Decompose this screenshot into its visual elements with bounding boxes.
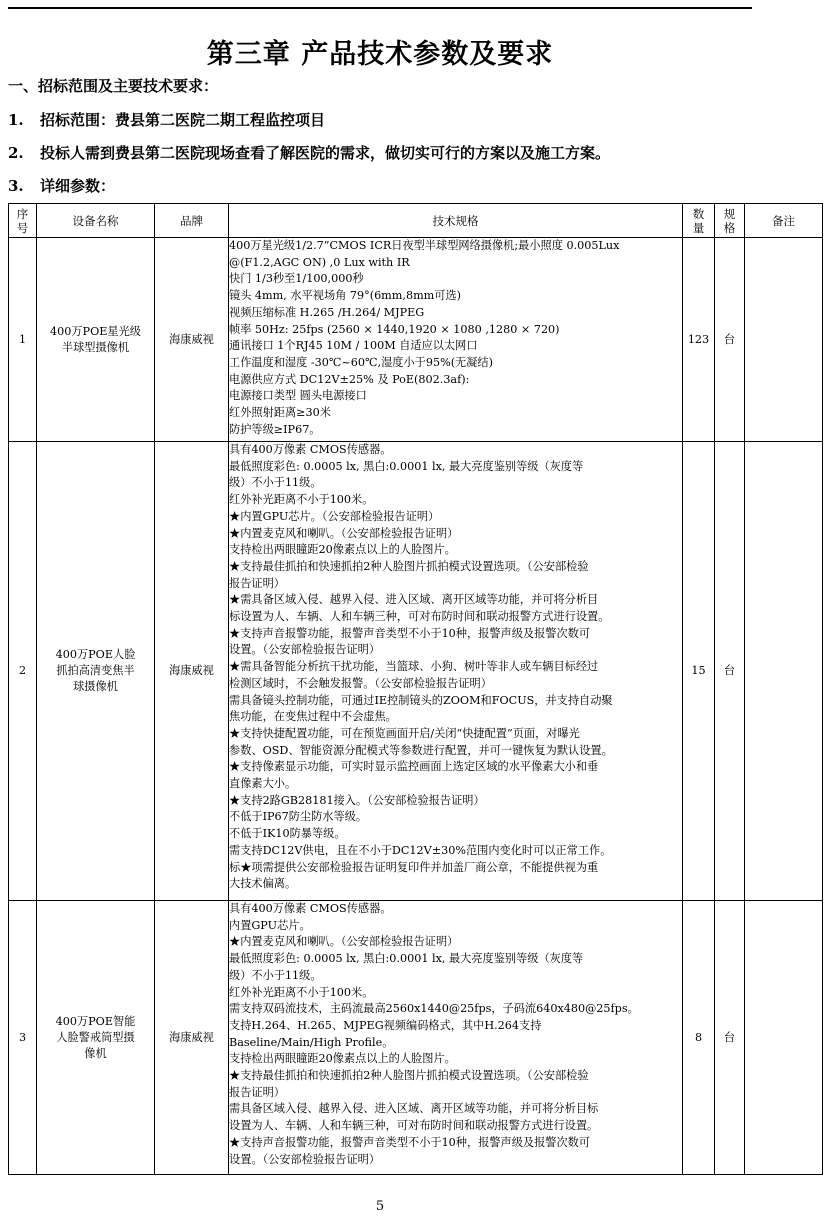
spec-line: 检测区域时，不会触发报警。（公安部检验报告证明） (229, 676, 492, 690)
cell-spec (229, 238, 683, 442)
spec-line: 设置为人、车辆、人和车辆三种，可对布防时间和联动报警方式进行设置。 (229, 1119, 599, 1133)
spec-line: 支持检出两眼瞳距20像素点以上的人脸图片。 (229, 1052, 456, 1066)
spec-line: 报告证明） (229, 576, 285, 590)
item-2-number: 2. (8, 144, 24, 162)
spec-line: ★支持快捷配置功能，可在预览画面开启/关闭“快捷配置”页面，对曝光 (229, 726, 580, 740)
item-1-number: 1. (8, 111, 24, 129)
spec-line: 最低照度彩色: 0.0005 lx, 黑白:0.0001 lx, 最大亮度鉴别等级（灰度等 (229, 459, 584, 473)
chapter-title: 第三章 产品技术参数及要求 (206, 39, 554, 70)
header-spec: 技术规格 (229, 204, 683, 238)
spec-line: ★需具备区域入侵、越界入侵、进入区域、离开区域等功能，并可将分析目 (229, 593, 599, 607)
item-2 (8, 142, 610, 163)
header-brand: 品牌 (155, 204, 229, 238)
table-row (9, 442, 823, 901)
spec-line: 直像素大小。 (229, 777, 297, 791)
spec-line: 红外补光距离不小于100米。 (229, 985, 374, 999)
table-row (9, 901, 823, 1175)
spec-line: 焦功能，在变焦过程中不会虚焦。 (229, 710, 397, 724)
spec-line: 防护等级≥IP67。 (229, 422, 321, 436)
cell-brand: 海康威视 (155, 901, 229, 1175)
header-remark: 备注 (745, 204, 823, 238)
parameters-table (8, 203, 823, 1175)
spec-line: 需具备区域入侵、越界入侵、进入区域、离开区域等功能，并可将分析目标 (229, 1102, 599, 1116)
spec-line: ★支持最佳抓拍和快速抓拍2种人脸图片抓拍模式设置选项。（公安部检验 (229, 559, 589, 573)
spec-line: @(F1.2,AGC ON) ,0 Lux with IR (229, 255, 410, 269)
cell-brand: 海康威视 (155, 442, 229, 901)
spec-line: 具有400万像素 CMOS传感器。 (229, 443, 392, 456)
table-header-row (9, 204, 823, 238)
spec-line: 参数、OSD、智能资源分配模式等参数进行配置，并可一键恢复为默认设置。 (229, 743, 613, 757)
spec-line: ★需具备智能分析抗干扰功能，当篮球、小狗、树叶等非人或车辆目标经过 (229, 660, 599, 674)
spec-line: ★支持声音报警功能，报警声音类型不小于10种，报警声级及报警次数可 (229, 626, 591, 640)
spec-line: ★内置GPU芯片。（公安部检验报告证明） (229, 509, 440, 523)
header-device: 设备名称 (37, 204, 155, 238)
cell-qty: 123 (683, 238, 715, 442)
cell-device: 400万POE智能人脸警戒筒型摄像机 (37, 901, 155, 1175)
spec-line: ★内置麦克风和喇叭。（公安部检验报告证明） (229, 935, 459, 949)
table-row (9, 238, 823, 442)
spec-line: 级）不小于11级。 (229, 476, 322, 490)
spec-line: 设置。（公安部检验报告证明） (229, 643, 381, 657)
spec-line: 报告证明） (229, 1085, 285, 1099)
spec-line: 大技术偏离。 (229, 877, 297, 891)
spec-line: 设置。（公安部检验报告证明） (229, 1152, 381, 1166)
cell-unit: 台 (715, 238, 745, 442)
header-unit: 规格 (715, 204, 745, 238)
spec-line: 需支持DC12V供电，且在不小于DC12V±30%范围内变化时可以正常工作。 (229, 843, 612, 857)
spec-line: 电源供应方式 DC12V±25% 及 PoE(802.3af): (229, 372, 470, 386)
spec-line: 红外补光距离不小于100米。 (229, 493, 374, 507)
item-3-number: 3. (8, 177, 24, 195)
cell-brand: 海康威视 (155, 238, 229, 442)
item-1 (8, 109, 325, 130)
cell-remark (745, 238, 823, 442)
spec-line: 需具备镜头控制功能，可通过IE控制镜头的ZOOM和FOCUS，并支持自动聚 (229, 693, 613, 707)
spec-line: ★支持最佳抓拍和快速抓拍2种人脸图片抓拍模式设置选项。（公安部检验 (229, 1069, 589, 1083)
spec-line: Baseline/Main/High Profile。 (229, 1035, 394, 1049)
item-1-text: 招标范围：费县第二医院二期工程监控项目 (40, 111, 326, 129)
spec-line: 支持H.264、H.265、MJPEG视频编码格式，其中H.264支持 (229, 1018, 542, 1032)
item-3 (8, 175, 115, 196)
spec-line: 通讯接口 1个RJ45 10M / 100M 自适应以太网口 (229, 339, 478, 353)
spec-line: 400万星光级1/2.7”CMOS ICR日夜型半球型网络摄像机;最小照度 0.005Lux (229, 239, 620, 252)
spec-line: 红外照射距离≥30米 (229, 406, 331, 420)
cell-unit: 台 (715, 442, 745, 901)
spec-line: ★支持像素显示功能，可实时显示监控画面上选定区域的水平像素大小和垂 (229, 760, 599, 774)
spec-line: 工作温度和湿度 -30℃~60℃,湿度小于95%(无凝结) (229, 355, 493, 369)
spec-line: 标设置为人、车辆、人和车辆三种，可对布防时间和联动报警方式进行设置。 (229, 610, 610, 624)
page-number: 5 (375, 1199, 385, 1214)
cell-unit: 台 (715, 901, 745, 1175)
spec-line: 不低于IP67防尘防水等级。 (229, 810, 368, 824)
item-2-text: 投标人需到费县第二医院现场查看了解医院的需求，做切实可行的方案以及施工方案。 (40, 144, 611, 162)
cell-qty: 15 (683, 442, 715, 901)
header-qty: 数量 (683, 204, 715, 238)
spec-line: 不低于IK10防暴等级。 (229, 827, 346, 841)
item-3-text: 详细参数： (40, 177, 116, 195)
spec-line: 帧率 50Hz: 25fps (2560 × 1440,1920 × 1080 ,1280 × 720) (229, 322, 560, 336)
cell-seq: 3 (9, 901, 37, 1175)
spec-line: 级）不小于11级。 (229, 968, 322, 982)
spec-line: 内置GPU芯片。 (229, 918, 311, 932)
cell-remark (745, 442, 823, 901)
header-seq: 序号 (9, 204, 37, 238)
spec-line: 具有400万像素 CMOS传感器。 (229, 902, 392, 915)
spec-line: ★内置麦克风和喇叭。（公安部检验报告证明） (229, 526, 459, 540)
spec-line: 视频压缩标准 H.265 /H.264/ MJPEG (229, 305, 425, 319)
spec-line: 需支持双码流技术，主码流最高2560x1440@25fps，子码流640x480@25fps。 (229, 1002, 639, 1016)
spec-line: 快门 1/3秒至1/100,000秒 (229, 272, 364, 286)
top-rule (8, 7, 752, 9)
cell-seq: 1 (9, 238, 37, 442)
cell-remark (745, 901, 823, 1175)
spec-line: 标★项需提供公安部检验报告证明复印件并加盖厂商公章，不能提供视为重 (229, 860, 599, 874)
cell-device: 400万POE星光级半球型摄像机 (37, 238, 155, 442)
cell-device: 400万POE人脸抓拍高清变焦半球摄像机 (37, 442, 155, 901)
cell-spec (229, 901, 683, 1175)
section-heading: 一、招标范围及主要技术要求： (8, 77, 219, 95)
spec-line: 电源接口类型 圆头电源接口 (229, 389, 367, 403)
spec-line: 镜头 4mm, 水平视场角 79°(6mm,8mm可选) (229, 289, 462, 303)
cell-spec (229, 442, 683, 901)
spec-line: ★支持2路GB28181接入。（公安部检验报告证明） (229, 793, 485, 807)
cell-seq: 2 (9, 442, 37, 901)
spec-line: ★支持声音报警功能，报警声音类型不小于10种，报警声级及报警次数可 (229, 1135, 591, 1149)
cell-qty: 8 (683, 901, 715, 1175)
spec-line: 支持检出两眼瞳距20像素点以上的人脸图片。 (229, 543, 456, 557)
spec-line: 最低照度彩色: 0.0005 lx, 黑白:0.0001 lx, 最大亮度鉴别等级（灰度等 (229, 952, 584, 966)
